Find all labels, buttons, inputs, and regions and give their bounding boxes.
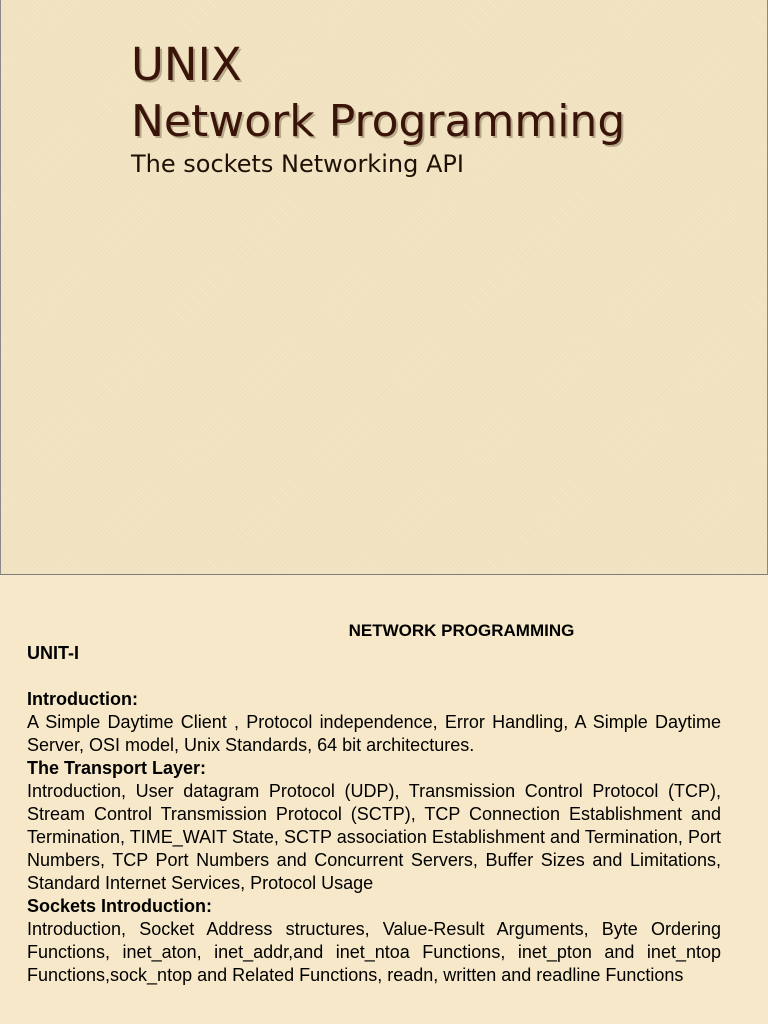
section-title-transport-layer: The Transport Layer: bbox=[27, 758, 207, 778]
unit-label: UNIT-I bbox=[27, 643, 79, 663]
section-title-introduction: Introduction: bbox=[27, 689, 138, 709]
section-body-transport-layer: Introduction, User datagram Protocol (UDP), Transmission Control Protocol (TCP), Stream Control Transmission Protocol (SCTP), TCP Connection Establishment and Termination, TIME_WAIT State, SCTP association Establishment and Termination, Port Numbers, TCP Port Numbers and Concurrent Servers, Buffer Sizes and Limitations, Standard Internet Services, Protocol Usage bbox=[27, 781, 721, 893]
slide-subtitle: The sockets Networking API bbox=[131, 150, 464, 178]
syllabus-document bbox=[27, 575, 721, 987]
document-heading: NETWORK PROGRAMMING bbox=[348, 621, 575, 640]
document-page bbox=[0, 575, 768, 1024]
section-title-sockets-introduction: Sockets Introduction: bbox=[27, 896, 213, 916]
section-body-sockets-introduction: Introduction, Socket Address structures, Value-Result Arguments, Byte Ordering Functions, inet_aton, inet_addr,and inet_ntoa Functions, inet_pton and inet_ntop Functions,sock_ntop and Related Functions, readn, written and readline Functions bbox=[27, 919, 721, 985]
section-body-introduction: A Simple Daytime Client , Protocol independence, Error Handling, A Simple Daytime Server, OSI model, Unix Standards, 64 bit architectures. bbox=[27, 712, 721, 755]
slide-title: UNIX bbox=[131, 38, 242, 91]
slide-title-line2: Network Programming bbox=[131, 96, 626, 147]
spacer bbox=[27, 665, 721, 688]
